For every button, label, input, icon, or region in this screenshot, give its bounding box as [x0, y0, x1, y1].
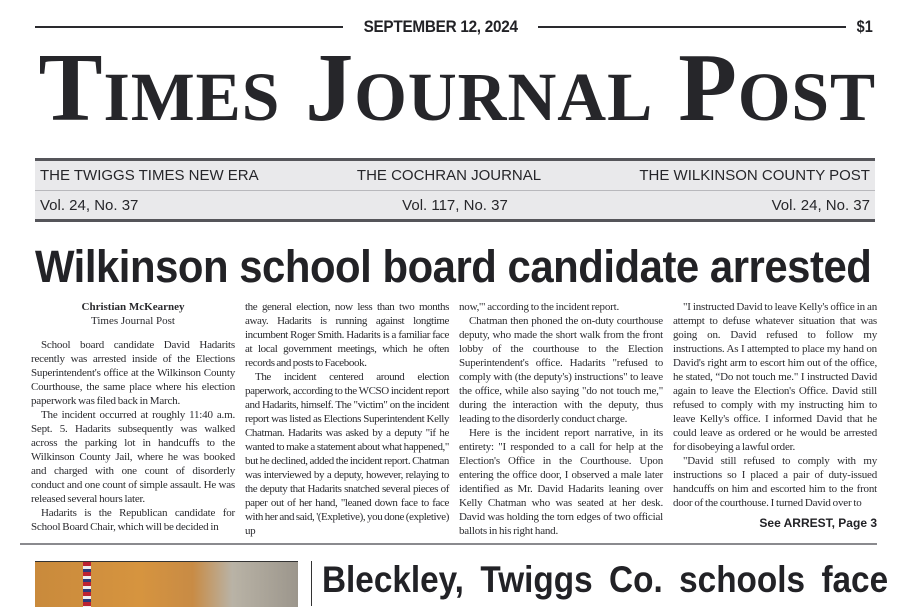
paragraph: The incident occurred at roughly 11:40 a.m. Sept. 5. Hadarits subsequently was walked across the parking lot in handcuffs to the Wilkinson County Jail, where he was booked and charged with one count of disorderly conduct and one count of simple assault. He was released several hours later. — [31, 409, 235, 505]
article-column-4 — [673, 300, 877, 510]
story-photo[interactable] — [35, 561, 298, 607]
jump-link[interactable]: See ARREST, Page 3 — [759, 516, 877, 530]
author-outlet: Times Journal Post — [91, 315, 175, 327]
edition-name: THE WILKINSON COUNTY POST — [639, 167, 870, 184]
paragraph: Hadarits is the Republican candidate for School Board Chair, which will be decided in — [31, 507, 235, 533]
paragraph: The incident centered around election paperwork, according to the WCSO incident report and Hadarits, himself. The "victim" on the incident report was listed as Elections Superintendent Kelly Chatman. Hadarits was asked by a deputy "if he wanted to make a statement about what happened," but he declined, added the incident report. Chatman was interviewed by a deputy, however, relaying to the deputy that Hadarits snatched several pieces of paper out of her hand, "leaned down face to face with her and said, '(Expletive), you done (expletive) up — [245, 371, 449, 537]
byline — [31, 300, 235, 328]
column-divider — [311, 561, 312, 606]
second-headline[interactable]: Bleckley, Twiggs Co. schools face — [322, 559, 889, 600]
issue-date: SEPTEMBER 12, 2024 — [363, 17, 518, 36]
divider — [538, 26, 846, 28]
edition-name: THE TWIGGS TIMES NEW ERA — [40, 167, 259, 184]
edition-volume: Vol. 24, No. 37 — [771, 197, 870, 214]
divider — [35, 26, 343, 28]
price: $1 — [856, 17, 873, 36]
edition-volume: Vol. 117, No. 37 — [402, 197, 508, 214]
article-column-2 — [245, 300, 449, 538]
paragraph: "I instructed David to leave Kelly's office in an attempt to defuse whatever situation that was going on. David refused to follow my instructions. As I attempted to place my hand on David's right arm to escort him out of the office, he stated, “Do not touch me." I instructed David again to leave the Election's Office. David still refused to comply with my instructing him to leave Kelly's office. I informed David that he could leave as ordered or he would be arrested for disobeying a lawful order. — [673, 301, 877, 453]
flag-image — [83, 562, 91, 607]
paragraph: now,'" according to the incident report. — [459, 301, 620, 313]
article-column-3 — [459, 300, 663, 538]
paragraph: School board candidate David Hadarits recently was arrested inside of the Elections Superintendent's office at the Wilkinson County Courthouse, the same place where his election paperwork was filed back in March. — [31, 339, 235, 407]
editions-band — [35, 158, 875, 222]
author-name: Christian McKearney — [81, 301, 185, 313]
edition-volume: Vol. 24, No. 37 — [40, 197, 139, 214]
edition-name: THE COCHRAN JOURNAL — [356, 167, 542, 184]
paragraph: the general election, now less than two months away. Hadarits is running against longtime incumbent Roger Smith. Hadarits is a familiar face at local government meetings, which he often records and posts to Facebook. — [245, 301, 449, 369]
masthead: Times Journal Post — [38, 34, 877, 142]
paragraph: Here is the incident report narrative, in its entirety: "I responded to a call for help at the Election's Office in the Courthouse. Upon entering the office door, I observed a male later identified as Mr. David Hadarits leaning over Kelly Chatman who was seated at her desk. David was holding the torn edges of two official ballots in his right hand. — [459, 427, 663, 537]
paragraph: Chatman then phoned the on-duty courthouse deputy, who made the short walk from the front lobby of the courthouse to the Election Superintendent's office. Hadarits "refused to comply with (the deputy's) instructions" to leave the office, while also saying "do not touch me," during the interaction with the deputy, thus leading to the disorderly conduct charge. — [459, 315, 663, 425]
article-column-1 — [31, 300, 235, 534]
paragraph: "David still refused to comply with my instructions so I placed a pair of duty-issued handcuffs on him and escorted him to the front door of the courthouse. I turned David over to — [673, 455, 877, 509]
section-divider — [20, 543, 877, 545]
lead-headline[interactable]: Wilkinson school board candidate arrested — [35, 241, 872, 292]
